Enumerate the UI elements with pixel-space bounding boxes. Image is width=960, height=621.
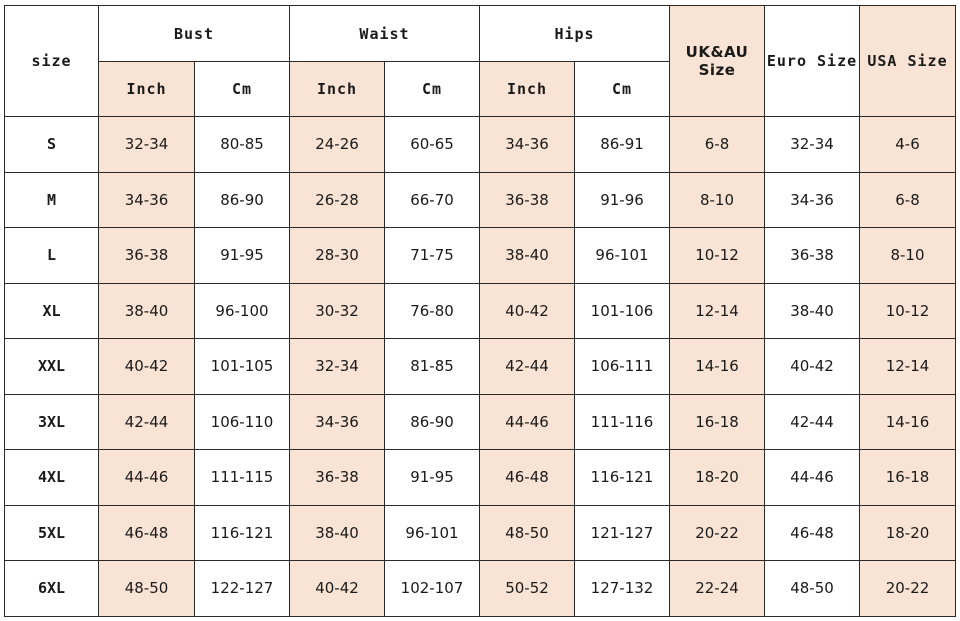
bust-inch-cell: 34-36 bbox=[99, 172, 195, 228]
waist-cm-cell: 60-65 bbox=[385, 117, 480, 173]
euro-size-cell: 42-44 bbox=[765, 394, 860, 450]
hips-inch-header: Inch bbox=[480, 62, 575, 117]
waist-inch-header: Inch bbox=[290, 62, 385, 117]
header-row-groups bbox=[5, 6, 956, 62]
hips-cm-cell: 101-106 bbox=[575, 283, 670, 339]
size-cell: S bbox=[5, 117, 99, 173]
ukau-size-cell: 10-12 bbox=[670, 228, 765, 284]
ukau-size-cell: 6-8 bbox=[670, 117, 765, 173]
ukau-size-cell: 14-16 bbox=[670, 339, 765, 395]
bust-cm-cell: 101-105 bbox=[195, 339, 290, 395]
table-row bbox=[5, 561, 956, 617]
size-chart-table bbox=[4, 5, 956, 617]
waist-cm-cell: 91-95 bbox=[385, 450, 480, 506]
size-cell: M bbox=[5, 172, 99, 228]
hips-inch-cell: 40-42 bbox=[480, 283, 575, 339]
hips-cm-cell: 116-121 bbox=[575, 450, 670, 506]
bust-cm-header: Cm bbox=[195, 62, 290, 117]
bust-inch-cell: 42-44 bbox=[99, 394, 195, 450]
euro-size-cell: 36-38 bbox=[765, 228, 860, 284]
table-row bbox=[5, 505, 956, 561]
bust-cm-cell: 116-121 bbox=[195, 505, 290, 561]
hips-cm-cell: 121-127 bbox=[575, 505, 670, 561]
hips-inch-cell: 38-40 bbox=[480, 228, 575, 284]
bust-inch-cell: 44-46 bbox=[99, 450, 195, 506]
table-row bbox=[5, 339, 956, 395]
waist-cm-cell: 66-70 bbox=[385, 172, 480, 228]
hips-cm-cell: 127-132 bbox=[575, 561, 670, 617]
bust-cm-cell: 122-127 bbox=[195, 561, 290, 617]
euro-size-cell: 40-42 bbox=[765, 339, 860, 395]
euro-size-cell: 38-40 bbox=[765, 283, 860, 339]
bust-cm-cell: 106-110 bbox=[195, 394, 290, 450]
bust-cm-cell: 96-100 bbox=[195, 283, 290, 339]
waist-inch-cell: 24-26 bbox=[290, 117, 385, 173]
hips-inch-cell: 34-36 bbox=[480, 117, 575, 173]
bust-inch-cell: 32-34 bbox=[99, 117, 195, 173]
usa-size-cell: 16-18 bbox=[860, 450, 956, 506]
usa-size-cell: 12-14 bbox=[860, 339, 956, 395]
euro-size-header: Euro Size bbox=[765, 6, 860, 117]
size-cell: 5XL bbox=[5, 505, 99, 561]
table-row bbox=[5, 394, 956, 450]
waist-cm-cell: 76-80 bbox=[385, 283, 480, 339]
waist-inch-cell: 36-38 bbox=[290, 450, 385, 506]
hips-cm-header: Cm bbox=[575, 62, 670, 117]
ukau-size-cell: 8-10 bbox=[670, 172, 765, 228]
usa-size-cell: 20-22 bbox=[860, 561, 956, 617]
size-cell: 3XL bbox=[5, 394, 99, 450]
waist-inch-cell: 26-28 bbox=[290, 172, 385, 228]
hips-header: Hips bbox=[480, 6, 670, 62]
euro-size-cell: 46-48 bbox=[765, 505, 860, 561]
usa-size-cell: 14-16 bbox=[860, 394, 956, 450]
euro-size-cell: 32-34 bbox=[765, 117, 860, 173]
usa-size-cell: 8-10 bbox=[860, 228, 956, 284]
hips-inch-cell: 36-38 bbox=[480, 172, 575, 228]
bust-inch-header: Inch bbox=[99, 62, 195, 117]
waist-inch-cell: 34-36 bbox=[290, 394, 385, 450]
hips-inch-cell: 50-52 bbox=[480, 561, 575, 617]
usa-size-header: USA Size bbox=[860, 6, 956, 117]
ukau-size-cell: 22-24 bbox=[670, 561, 765, 617]
waist-cm-cell: 81-85 bbox=[385, 339, 480, 395]
euro-size-cell: 48-50 bbox=[765, 561, 860, 617]
bust-inch-cell: 48-50 bbox=[99, 561, 195, 617]
hips-inch-cell: 46-48 bbox=[480, 450, 575, 506]
waist-inch-cell: 28-30 bbox=[290, 228, 385, 284]
euro-size-cell: 34-36 bbox=[765, 172, 860, 228]
waist-inch-cell: 38-40 bbox=[290, 505, 385, 561]
ukau-size-cell: 20-22 bbox=[670, 505, 765, 561]
hips-inch-cell: 42-44 bbox=[480, 339, 575, 395]
waist-inch-cell: 40-42 bbox=[290, 561, 385, 617]
size-cell: XXL bbox=[5, 339, 99, 395]
ukau-size-cell: 16-18 bbox=[670, 394, 765, 450]
waist-cm-cell: 86-90 bbox=[385, 394, 480, 450]
size-chart-body bbox=[5, 117, 956, 617]
table-row bbox=[5, 172, 956, 228]
bust-header: Bust bbox=[99, 6, 290, 62]
waist-cm-cell: 102-107 bbox=[385, 561, 480, 617]
hips-inch-cell: 48-50 bbox=[480, 505, 575, 561]
waist-inch-cell: 30-32 bbox=[290, 283, 385, 339]
table-row bbox=[5, 283, 956, 339]
hips-cm-cell: 91-96 bbox=[575, 172, 670, 228]
size-cell: L bbox=[5, 228, 99, 284]
bust-cm-cell: 111-115 bbox=[195, 450, 290, 506]
bust-inch-cell: 36-38 bbox=[99, 228, 195, 284]
waist-cm-header: Cm bbox=[385, 62, 480, 117]
size-cell: XL bbox=[5, 283, 99, 339]
bust-inch-cell: 40-42 bbox=[99, 339, 195, 395]
waist-inch-cell: 32-34 bbox=[290, 339, 385, 395]
waist-header: Waist bbox=[290, 6, 480, 62]
ukau-size-cell: 18-20 bbox=[670, 450, 765, 506]
hips-cm-cell: 96-101 bbox=[575, 228, 670, 284]
ukau-size-cell: 12-14 bbox=[670, 283, 765, 339]
usa-size-cell: 18-20 bbox=[860, 505, 956, 561]
bust-cm-cell: 91-95 bbox=[195, 228, 290, 284]
bust-cm-cell: 80-85 bbox=[195, 117, 290, 173]
bust-cm-cell: 86-90 bbox=[195, 172, 290, 228]
table-row bbox=[5, 450, 956, 506]
size-cell: 6XL bbox=[5, 561, 99, 617]
usa-size-cell: 4-6 bbox=[860, 117, 956, 173]
size-header: size bbox=[5, 6, 99, 117]
hips-cm-cell: 111-116 bbox=[575, 394, 670, 450]
ukau-size-header: UK&AU Size bbox=[670, 6, 765, 117]
waist-cm-cell: 71-75 bbox=[385, 228, 480, 284]
hips-cm-cell: 86-91 bbox=[575, 117, 670, 173]
hips-cm-cell: 106-111 bbox=[575, 339, 670, 395]
usa-size-cell: 6-8 bbox=[860, 172, 956, 228]
euro-size-cell: 44-46 bbox=[765, 450, 860, 506]
bust-inch-cell: 46-48 bbox=[99, 505, 195, 561]
table-row bbox=[5, 228, 956, 284]
bust-inch-cell: 38-40 bbox=[99, 283, 195, 339]
size-cell: 4XL bbox=[5, 450, 99, 506]
table-row bbox=[5, 117, 956, 173]
hips-inch-cell: 44-46 bbox=[480, 394, 575, 450]
waist-cm-cell: 96-101 bbox=[385, 505, 480, 561]
usa-size-cell: 10-12 bbox=[860, 283, 956, 339]
